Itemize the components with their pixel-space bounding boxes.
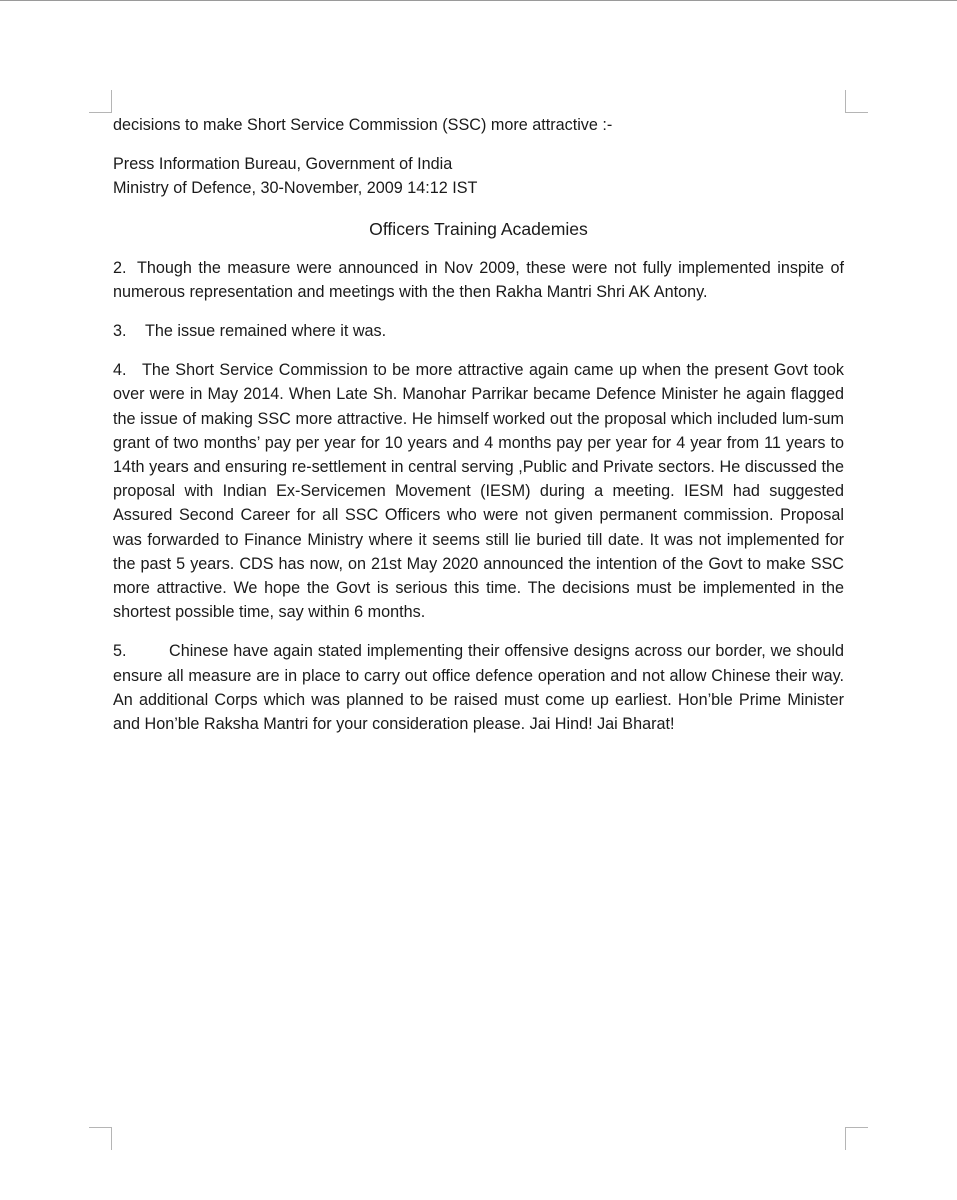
paragraph-2 xyxy=(113,256,844,304)
paragraph-text: The issue remained where it was. xyxy=(145,322,387,341)
intro-line: decisions to make Short Service Commission (SSC) more attractive :- xyxy=(113,116,613,134)
paragraph-5 xyxy=(113,639,844,736)
paragraph-text: Chinese have again stated implementing their offensive designs across our border, we should ensure all measure are in place to carry out office defence operation and not allow Chinese their way. An additional Corps which was planned to be raised must come up earliest. Hon’ble Prime Minister and Hon’ble Raksha Mantri for your consideration please. Jai Hind! Jai Bharat! xyxy=(113,642,844,734)
paragraph-text: Though the measure were announced in Nov 2009, these were not fully implemented inspite of numerous representation and meetings with the then Rakha Mantri Shri AK Antony. xyxy=(113,258,844,301)
paragraph-number: 5. xyxy=(113,642,127,661)
crop-mark-top-right xyxy=(845,90,868,113)
paragraph-number: 3. xyxy=(113,322,127,341)
paragraph-3 xyxy=(113,319,844,343)
paragraph-4 xyxy=(113,358,844,624)
crop-mark-top-left xyxy=(89,90,112,113)
paragraph-number: 2. xyxy=(113,258,127,277)
crop-mark-bottom-left xyxy=(89,1127,112,1150)
section-heading: Officers Training Academies xyxy=(369,218,588,239)
paragraph-number: 4. xyxy=(113,361,127,380)
crop-mark-bottom-right xyxy=(845,1127,868,1150)
source-line-2: Ministry of Defence, 30-November, 2009 14:12 IST xyxy=(113,179,478,198)
paragraph-text: The Short Service Commission to be more attractive again came up when the present Govt took over were in May 2014. When Late Sh. Manohar Parrikar became Defence Minister he again flagged the issue of making SSC more attractive. He himself worked out the proposal which included lum-sum grant of two months’ pay per year for 10 years and 4 months pay per year for 4 year from 11 years to 14th years and ensuring re-settlement in central serving ,Public and Private sectors. He discussed the proposal with Indian Ex-Servicemen Movement (IESM) during a meeting. IESM had suggested Assured Second Career for all SSC Officers who were not given permanent commission. Proposal was forwarded to Finance Ministry where it seems still lie buried till date. It was not implemented for the past 5 years. CDS has now, on 21st May 2020 announced the intention of the Govt to make SSC more attractive. We hope the Govt is serious this time. The decisions must be implemented in the shortest possible time, say within 6 months. xyxy=(113,361,844,622)
source-line-1: Press Information Bureau, Government of India xyxy=(113,155,453,174)
document-body xyxy=(113,113,844,751)
source-block xyxy=(113,152,844,200)
